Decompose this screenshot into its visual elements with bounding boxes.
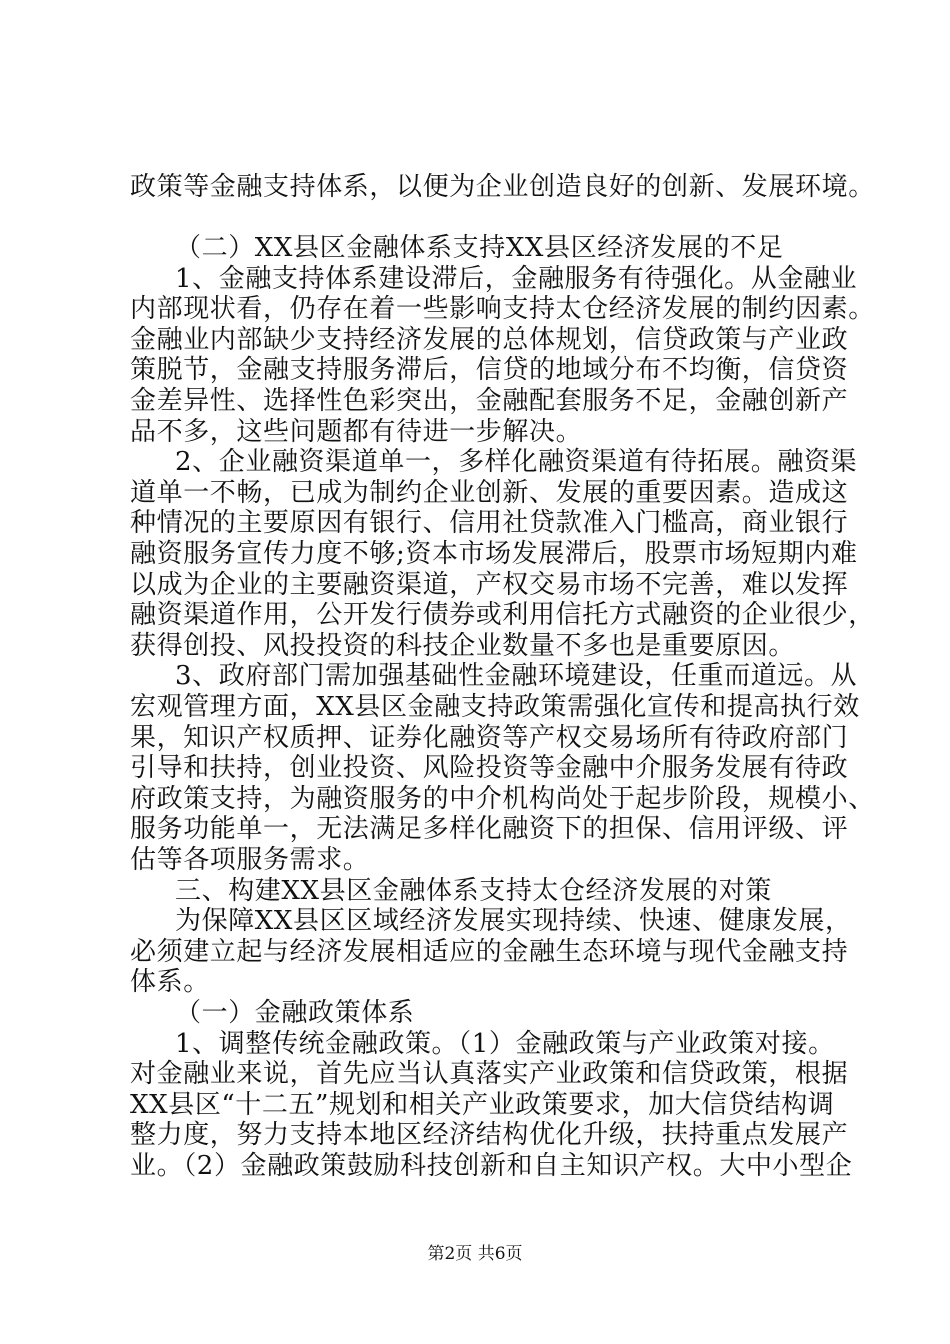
text-line: 2、企业融资渠道单一，多样化融资渠道有待拓展。融资渠 xyxy=(175,447,858,478)
text-line: 3、政府部门需加强基础性金融环境建设，任重而道远。从 xyxy=(175,661,858,692)
text-line: （一）金融政策体系 xyxy=(175,998,415,1028)
text-line: 以成为企业的主要融资渠道，产权交易市场不完善，难以发挥 xyxy=(130,569,849,600)
text-line: 果，知识产权质押、证券化融资等产权交易场所有待政府部门 xyxy=(130,722,849,753)
text-line: 1、调整传统金融政策。（1）金融政策与产业政策对接。 xyxy=(175,1028,835,1059)
text-line: 内部现状看，仍存在着一些影响支持太仓经济发展的制约因素。 xyxy=(130,294,875,325)
text-line: 必须建立起与经济发展相适应的金融生态环境与现代金融支持 xyxy=(130,936,849,967)
text-line: 融资服务宣传力度不够;资本市场发展滞后，股票市场短期内难 xyxy=(130,539,858,569)
text-line: 1、金融支持体系建设滞后，金融服务有待强化。从金融业 xyxy=(175,263,858,294)
text-line: 整力度，努力支持本地区经济结构优化升级，扶持重点发展产 xyxy=(130,1120,849,1151)
page-footer: 第2页 共6页 xyxy=(427,1244,523,1264)
text-line: 服务功能单一，无法满足多样化融资下的担保、信用评级、评 xyxy=(130,814,849,845)
text-line: 金差异性、选择性色彩突出，金融配套服务不足，金融创新产 xyxy=(130,386,849,416)
text-line: 为保障XX县区区域经济发展实现持续、快速、健康发展， xyxy=(175,906,852,937)
text-line: 策脱节，金融支持服务滞后，信贷的地域分布不均衡，信贷资 xyxy=(130,355,849,386)
text-line: 宏观管理方面，XX县区金融支持政策需强化宣传和提高执行效 xyxy=(130,692,860,722)
text-line: 三、构建XX县区金融体系支持太仓经济发展的对策 xyxy=(175,875,772,906)
text-line: 道单一不畅，已成为制约企业创新、发展的重要因素。造成这 xyxy=(130,477,849,508)
text-line: 体系。 xyxy=(130,967,210,998)
text-line: 对金融业来说，首先应当认真落实产业政策和信贷政策，根据 xyxy=(130,1059,849,1090)
text-line: 融资渠道作用，公开发行债券或利用信托方式融资的企业很少， xyxy=(130,600,875,631)
text-line: 引导和扶持，创业投资、风险投资等金融中介服务发展有待政 xyxy=(130,753,849,784)
text-line: 金融业内部缺少支持经济发展的总体规划，信贷政策与产业政 xyxy=(130,324,849,355)
text-line: 政策等金融支持体系，以便为企业创造良好的创新、发展环境。 xyxy=(130,172,875,202)
text-line: 品不多，这些问题都有待进一步解决。 xyxy=(130,416,583,447)
text-line: 获得创投、风投投资的科技企业数量不多也是重要原因。 xyxy=(130,630,796,661)
text-line: 估等各项服务需求。 xyxy=(130,845,370,875)
text-line: 府政策支持，为融资服务的中介机构尚处于起步阶段，规模小、 xyxy=(130,783,875,814)
text-line: 种情况的主要原因有银行、信用社贷款准入门槛高，商业银行 xyxy=(130,508,849,539)
text-line: 业。（2）金融政策鼓励科技创新和自主知识产权。大中小型企 xyxy=(130,1151,853,1181)
text-line: （二）XX县区金融体系支持XX县区经济发展的不足 xyxy=(175,233,784,263)
text-line: XX县区“十二五”规划和相关产业政策要求，加大信贷结构调 xyxy=(130,1089,835,1120)
